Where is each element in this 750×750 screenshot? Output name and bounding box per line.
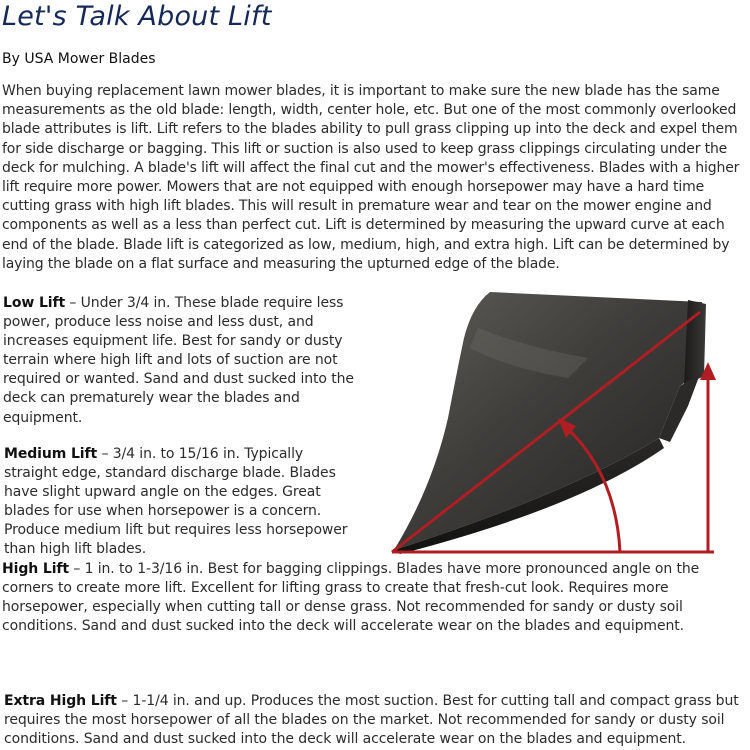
medium-lift-description: – 3/4 in. to 15/16 in. Typically straight edge, standard discharge blade. Blades have slight upward angle on the edges. Great blades for use when horsepower is a concern. Produce medium lift but requires less horsepower than high lift blades. bbox=[4, 446, 348, 558]
article-title: Let's Talk About Lift bbox=[2, 1, 272, 32]
blade-lift-illustration bbox=[388, 288, 744, 558]
intro-paragraph: When buying replacement lawn mower blades, it is important to make sure the new blade has the same measurements as the old blade: length, width, center hole, etc. But one of the most commonly overlooked blade attributes is lift. Lift refers to the blades ability to pull grass clipping up into the deck and expel them for side discharge or bagging. This lift or suction is also used to keep grass clippings circulating under the deck for mulching. A blade's lift will affect the final cut and the mower's effectiveness. Blades with a higher lift require more power. Mowers that are not equipped with enough horsepower may have a hard time cutting grass with high lift blades. This will result in premature wear and tear on the mower engine and components as well as a less than perfect cut. Lift is determined by measuring the upward curve at each end of the blade. Blade lift is categorized as low, medium, high, and extra high. Lift can be determined by laying the blade on a flat surface and measuring the upturned edge of the blade. bbox=[2, 83, 740, 272]
extra-high-lift-term: Extra High Lift bbox=[4, 693, 117, 709]
medium-lift-section bbox=[4, 445, 360, 560]
low-lift-section bbox=[3, 294, 365, 428]
high-lift-description: – 1 in. to 1-3/16 in. Best for bagging clippings. Blades have more pronounced angle on the corners to create more lift. Excellent for lifting grass to create that fresh-cut look. Requires more horsepower, especially when cutting tall or dense grass. Not recommended for sandy or dusty soil conditions. Sand and dust sucked into the deck will accelerate wear on the blades and equipment. bbox=[2, 561, 700, 635]
high-lift-section bbox=[2, 560, 748, 636]
blade-body bbox=[394, 292, 702, 550]
extra-high-lift-description: – 1-1/4 in. and up. Produces the most suction. Best for cutting tall and compact grass but requires the most horsepower of all the blades on the market. Not recommended for sandy or dusty soil conditions. Sand and dust sucked into the deck will accelerate wear on the blades and equipment. bbox=[4, 693, 739, 748]
high-lift-term: High Lift bbox=[2, 561, 69, 577]
low-lift-description: – Under 3/4 in. These blade require less power, produce less noise and less dust, and increases equipment life. Best for sandy or dusty terrain where high lift and lots of suction are not required or wanted. Sand and dust sucked into the deck can prematurely wear the blades and equipment. bbox=[3, 295, 354, 426]
blade-lift-diagram bbox=[388, 288, 744, 558]
extra-high-lift-section bbox=[4, 692, 748, 749]
article-byline: By USA Mower Blades bbox=[2, 51, 156, 67]
medium-lift-term: Medium Lift bbox=[4, 446, 98, 462]
low-lift-term: Low Lift bbox=[3, 295, 66, 311]
